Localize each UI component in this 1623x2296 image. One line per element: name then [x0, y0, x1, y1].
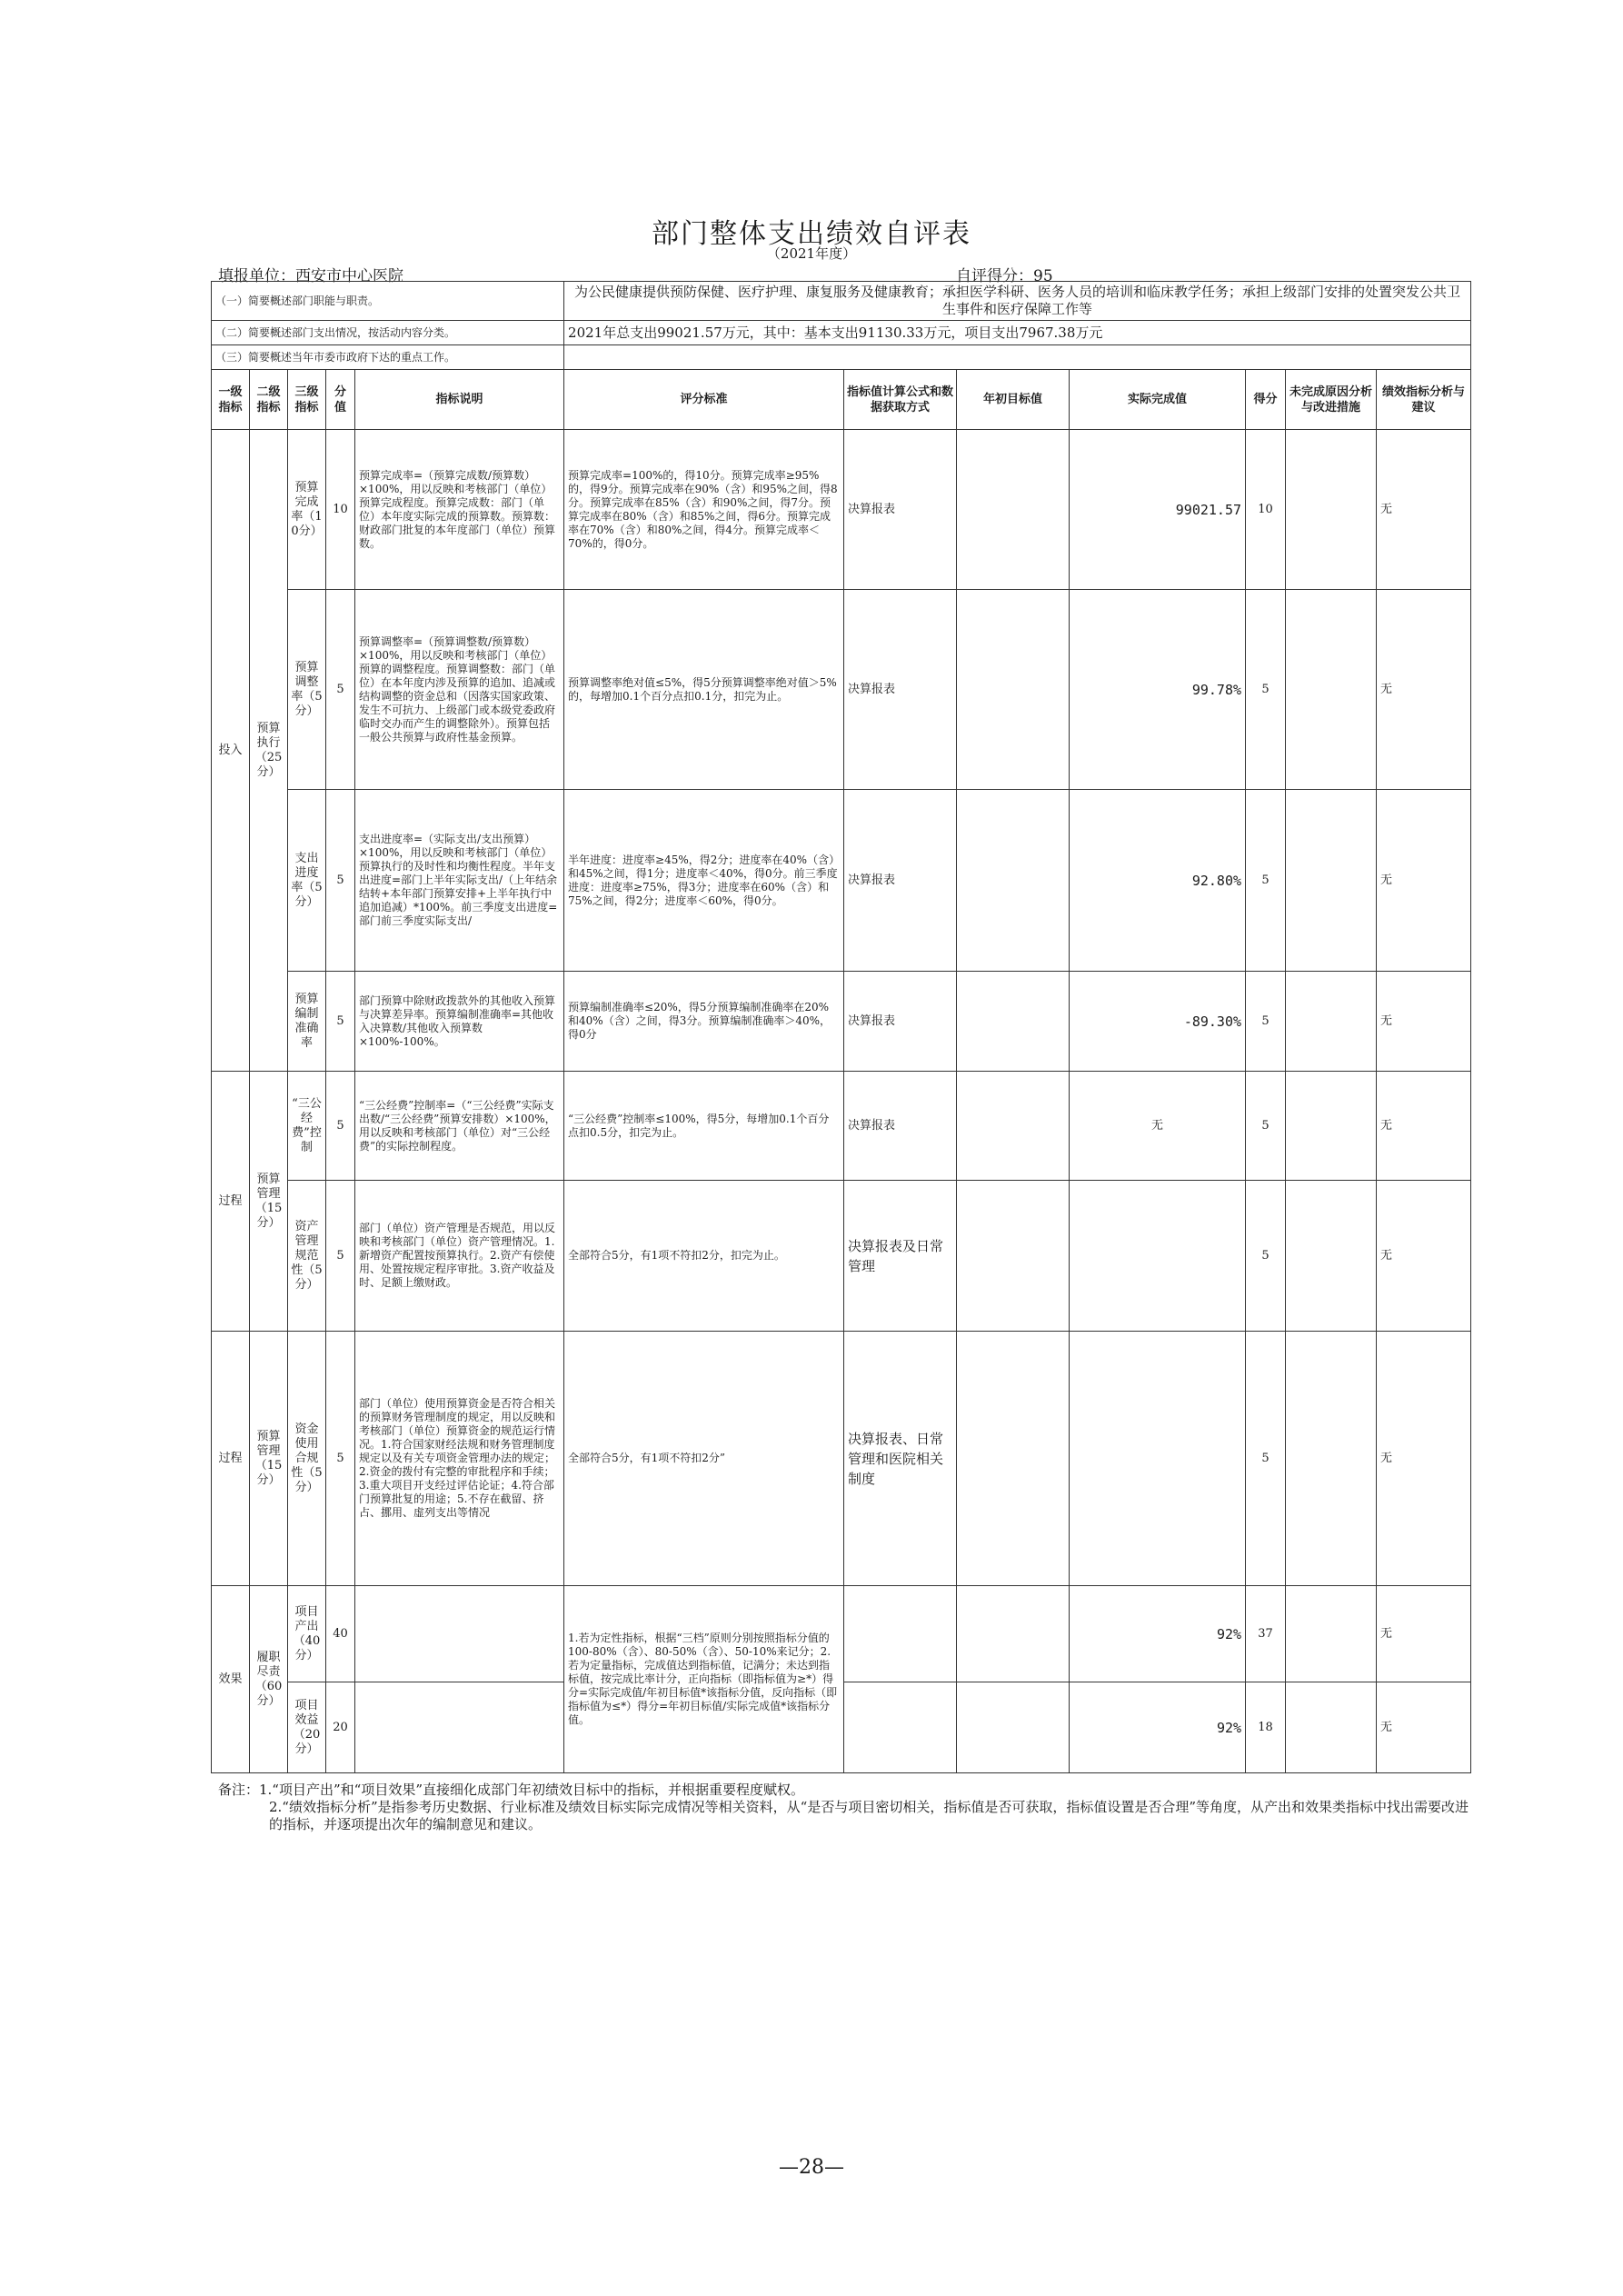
advice-cell: 无 — [1377, 430, 1471, 590]
level2-cell: 预算管理（15分） — [250, 1072, 288, 1332]
advice-cell: 无 — [1377, 790, 1471, 972]
col-header: 二级指标 — [250, 370, 288, 430]
reason-cell — [1286, 1072, 1377, 1181]
reason-cell — [1286, 430, 1377, 590]
level1-cell: 投入 — [212, 430, 250, 1072]
col-header: 分值 — [326, 370, 355, 430]
target-cell — [957, 1181, 1070, 1332]
note-line: 2.“绩效指标分析”是指参考历史数据、行业标准及绩效目标实际完成情况等相关资料，从“是否与项目密切相关，指标值是否可获取，指标值设置是否合理”等角度，从产出和效果类指标中找出需要改进的指标，并逐项提出次年的编制意见和建议。 — [269, 1799, 1469, 1832]
criteria-cell: 1.若为定性指标，根据“三档”原则分别按照指标分值的100-80%（含）、80-50%（含）、50-10%来记分；2.若为定量指标，完成值达到指标值，记满分；未达到指标值，按完成比率计分，正向指标（即指标值为≥*）得分=实际完成值/年初目标值*该指标分值，反向指标（即指标值为≤*）得分=年初目标值/实际完成值*该指标分值。 — [564, 1586, 844, 1773]
level3-cell: 支出进度率（5分） — [288, 790, 326, 972]
col-header: 得分 — [1246, 370, 1286, 430]
level2-cell: 履职尽责（60分） — [250, 1586, 288, 1773]
level1-cell: 过程 — [212, 1332, 250, 1586]
score-cell: 5 — [326, 1332, 355, 1586]
score-cell: 20 — [326, 1682, 355, 1773]
level3-cell: 预算调整率（5分） — [288, 590, 326, 790]
table-row — [212, 972, 1471, 1072]
desc-cell: 预算调整率=（预算调整数/预算数）×100%，用以反映和考核部门（单位）预算的调整程度。预算调整数：部门（单位）在本年度内涉及预算的追加、追减或结构调整的资金总和（因落实国家政策、发生不可抗力、上级部门或本级党委政府临时交办而产生的调整除外）。预算包括一般公共预算与政府性基金预算。 — [355, 590, 564, 790]
level1-cell: 效果 — [212, 1586, 250, 1773]
method-cell: 决算报表 — [844, 590, 957, 790]
actual-cell: 92% — [1070, 1682, 1246, 1773]
advice-cell: 无 — [1377, 1586, 1471, 1682]
evaluation-table — [211, 281, 1471, 1773]
score-cell: 40 — [326, 1586, 355, 1682]
score-cell: 5 — [326, 972, 355, 1072]
desc-cell: 部门（单位）使用预算资金是否符合相关的预算财务管理制度的规定，用以反映和考核部门（单位）预算资金的规范运行情况。1.符合国家财经法规和财务管理制度规定以及有关专项资金管理办法的规定；2.资金的拨付有完整的审批程序和手续；3.重大项目开支经过评估论证；4.符合部门预算批复的用途；5.不存在截留、挤占、挪用、虚列支出等情况 — [355, 1332, 564, 1586]
table-row — [212, 430, 1471, 590]
target-cell — [957, 972, 1070, 1072]
reason-cell — [1286, 790, 1377, 972]
actual-cell — [1070, 1332, 1246, 1586]
page-subtitle: （2021年度） — [766, 245, 857, 262]
summary-row-3 — [212, 345, 1471, 370]
actual-cell: 99021.57 — [1070, 430, 1246, 590]
table-row — [212, 1586, 1471, 1682]
got-cell: 5 — [1246, 590, 1286, 790]
reason-cell — [1286, 1181, 1377, 1332]
target-cell — [957, 1682, 1070, 1773]
got-cell: 5 — [1246, 1181, 1286, 1332]
col-header: 未完成原因分析与改进措施 — [1286, 370, 1377, 430]
target-cell — [957, 1072, 1070, 1181]
desc-cell — [355, 1682, 564, 1773]
table-notes — [218, 1782, 1472, 1833]
summary-label: （一）简要概述部门职能与职责。 — [212, 282, 564, 321]
method-cell: 决算报表、日常管理和医院相关制度 — [844, 1332, 957, 1586]
method-cell — [844, 1586, 957, 1682]
col-header: 绩效指标分析与建议 — [1377, 370, 1471, 430]
score-cell: 5 — [326, 1072, 355, 1181]
actual-cell: 99.78% — [1070, 590, 1246, 790]
summary-label: （三）简要概述当年市委市政府下达的重点工作。 — [212, 345, 564, 370]
got-cell: 10 — [1246, 430, 1286, 590]
advice-cell: 无 — [1377, 1181, 1471, 1332]
got-cell: 18 — [1246, 1682, 1286, 1773]
advice-cell: 无 — [1377, 590, 1471, 790]
target-cell — [957, 430, 1070, 590]
note-line: 备注：1.“项目产出”和“项目效果”直接细化成部门年初绩效目标中的指标，并根据重要程度赋权。 — [218, 1782, 804, 1798]
got-cell: 5 — [1246, 1072, 1286, 1181]
criteria-cell: 全部符合5分，有1项不符扣2分” — [564, 1332, 844, 1586]
criteria-cell: 预算完成率=100%的，得10分。预算完成率≥95%的，得9分。预算完成率在90%（含）和95%之间，得8分。预算完成率在85%（含）和90%之间，得7分。预算完成率在80%（含）和85%之间，得6分。预算完成率在70%（含）和80%之间，得4分。预算完成率＜70%的，得0分。 — [564, 430, 844, 590]
col-header: 实际完成值 — [1070, 370, 1246, 430]
summary-value: 为公民健康提供预防保健、医疗护理、康复服务及健康教育；承担医学科研、医务人员的培训和临床教学任务；承担上级部门安排的处置突发公共卫生事件和医疗保障工作等 — [564, 282, 1471, 321]
col-header: 指标说明 — [355, 370, 564, 430]
summary-value: 2021年总支出99021.57万元，其中：基本支出91130.33万元，项目支出7967.38万元 — [564, 321, 1471, 345]
target-cell — [957, 1586, 1070, 1682]
level3-cell: 项目产出（40分） — [288, 1586, 326, 1682]
page-number: —28— — [779, 2156, 844, 2179]
desc-cell: “三公经费”控制率=（“三公经费”实际支出数/“三公经费”预算安排数）×100%，用以反映和考核部门（单位）对“三公经费”的实际控制程度。 — [355, 1072, 564, 1181]
col-header: 评分标准 — [564, 370, 844, 430]
actual-cell: -89.30% — [1070, 972, 1246, 1072]
method-cell: 决算报表及日常管理 — [844, 1181, 957, 1332]
col-header: 一级指标 — [212, 370, 250, 430]
criteria-cell: 预算编制准确率≤20%，得5分预算编制准确率在20%和40%（含）之间，得3分。预算编制准确率＞40%，得0分 — [564, 972, 844, 1072]
level1-cell: 过程 — [212, 1072, 250, 1332]
got-cell: 5 — [1246, 972, 1286, 1072]
score-cell: 5 — [326, 1181, 355, 1332]
reason-cell — [1286, 1586, 1377, 1682]
page-title: 部门整体支出绩效自评表 — [652, 218, 971, 250]
level3-cell: 项目效益（20分） — [288, 1682, 326, 1773]
summary-row-2 — [212, 321, 1471, 345]
actual-cell: 92.80% — [1070, 790, 1246, 972]
advice-cell: 无 — [1377, 1332, 1471, 1586]
target-cell — [957, 590, 1070, 790]
method-cell — [844, 1682, 957, 1773]
method-cell: 决算报表 — [844, 430, 957, 590]
level3-cell: 预算编制准确率 — [288, 972, 326, 1072]
advice-cell: 无 — [1377, 1072, 1471, 1181]
actual-cell: 无 — [1070, 1072, 1246, 1181]
level2-cell: 预算管理（15分） — [250, 1332, 288, 1586]
method-cell: 决算报表 — [844, 1072, 957, 1181]
col-header: 指标值计算公式和数据获取方式 — [844, 370, 957, 430]
method-cell: 决算报表 — [844, 972, 957, 1072]
reason-cell — [1286, 590, 1377, 790]
actual-cell — [1070, 1181, 1246, 1332]
level3-cell: 资金使用合规性（5分） — [288, 1332, 326, 1586]
reason-cell — [1286, 1332, 1377, 1586]
reason-cell — [1286, 1682, 1377, 1773]
got-cell: 5 — [1246, 790, 1286, 972]
criteria-cell: “三公经费”控制率≤100%，得5分，每增加0.1个百分点扣0.5分，扣完为止。 — [564, 1072, 844, 1181]
reason-cell — [1286, 972, 1377, 1072]
level3-cell: “三公经费”控制 — [288, 1072, 326, 1181]
desc-cell: 部门（单位）资产管理是否规范，用以反映和考核部门（单位）资产管理情况。1.新增资产配置按预算执行。2.资产有偿使用、处置按规定程序审批。3.资产收益及时、足额上缴财政。 — [355, 1181, 564, 1332]
level3-cell: 资产管理规范性（5分） — [288, 1181, 326, 1332]
target-cell — [957, 1332, 1070, 1586]
table-row — [212, 790, 1471, 972]
criteria-cell: 预算调整率绝对值≤5%，得5分预算调整率绝对值＞5%的，每增加0.1个百分点扣0.1分，扣完为止。 — [564, 590, 844, 790]
criteria-cell: 半年进度：进度率≥45%，得2分；进度率在40%（含）和45%之间，得1分；进度率＜40%，得0分。前三季度进度：进度率≥75%，得3分；进度率在60%（含）和75%之间，得2分；进度率＜60%，得0分。 — [564, 790, 844, 972]
method-cell: 决算报表 — [844, 790, 957, 972]
criteria-cell: 全部符合5分，有1项不符扣2分，扣完为止。 — [564, 1181, 844, 1332]
table-row — [212, 1072, 1471, 1181]
desc-cell: 预算完成率=（预算完成数/预算数）×100%，用以反映和考核部门（单位）预算完成程度。预算完成数：部门（单位）本年度实际完成的预算数。预算数：财政部门批复的本年度部门（单位）预算数。 — [355, 430, 564, 590]
target-cell — [957, 790, 1070, 972]
score-cell: 5 — [326, 590, 355, 790]
desc-cell — [355, 1586, 564, 1682]
table-row — [212, 1332, 1471, 1586]
summary-row-1 — [212, 282, 1471, 321]
table-row — [212, 1181, 1471, 1332]
advice-cell: 无 — [1377, 972, 1471, 1072]
got-cell: 37 — [1246, 1586, 1286, 1682]
summary-label: （二）简要概述部门支出情况，按活动内容分类。 — [212, 321, 564, 345]
reporting-unit: 填报单位：西安市中心医院 — [218, 267, 403, 285]
desc-cell: 部门预算中除财政拨款外的其他收入预算与决算差异率。预算编制准确率=其他收入决算数/其他收入预算数×100%-100%。 — [355, 972, 564, 1072]
table-row — [212, 590, 1471, 790]
col-header: 年初目标值 — [957, 370, 1070, 430]
col-header: 三级指标 — [288, 370, 326, 430]
summary-value — [564, 345, 1471, 370]
level3-cell: 预算完成率（10分） — [288, 430, 326, 590]
actual-cell: 92% — [1070, 1586, 1246, 1682]
header-row — [212, 370, 1471, 430]
self-score: 自评得分：95 — [956, 267, 1053, 285]
got-cell: 5 — [1246, 1332, 1286, 1586]
score-cell: 5 — [326, 790, 355, 972]
desc-cell: 支出进度率=（实际支出/支出预算）×100%，用以反映和考核部门（单位）预算执行的及时性和均衡性程度。半年支出进度=部门上半年实际支出/（上年结余结转+本年部门预算安排+上半年执行中追加追减）*100%。前三季度支出进度=部门前三季度实际支出/ — [355, 790, 564, 972]
score-cell: 10 — [326, 430, 355, 590]
advice-cell: 无 — [1377, 1682, 1471, 1773]
level2-cell: 预算执行（25分） — [250, 430, 288, 1072]
